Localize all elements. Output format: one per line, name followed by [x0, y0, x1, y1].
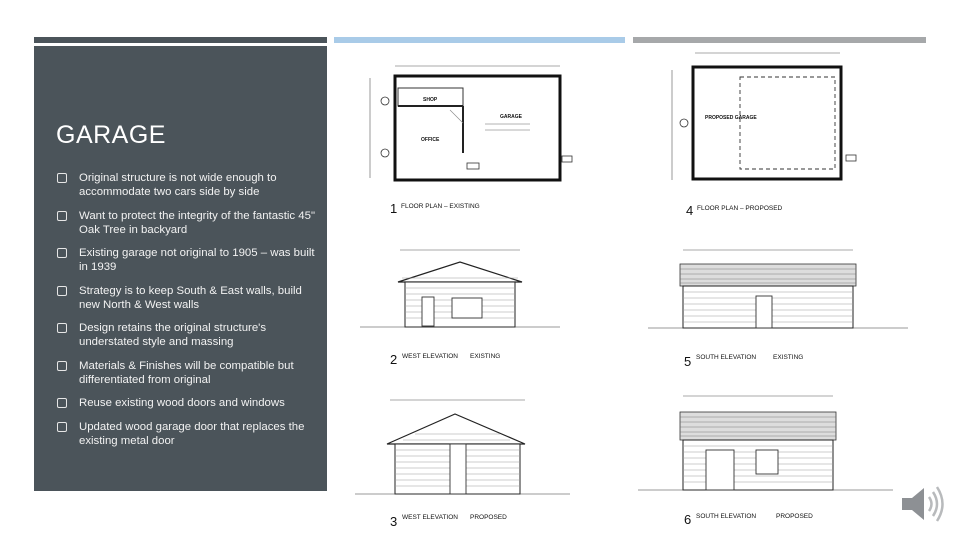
square-bullet-icon: [57, 361, 67, 371]
accent-bar-blue: [334, 37, 625, 43]
drawing-number: 2: [390, 352, 398, 367]
speaker-icon[interactable]: [898, 482, 948, 526]
square-bullet-icon: [57, 323, 67, 333]
floor-plan-existing-drawing: [355, 48, 595, 218]
room-label-office: OFFICE: [421, 137, 440, 143]
square-bullet-icon: [57, 211, 67, 221]
square-bullet-icon: [57, 398, 67, 408]
bullet-item: Existing garage not original to 1905 – was built in 1939: [52, 246, 322, 274]
square-bullet-icon: [57, 248, 67, 258]
south-elevation-proposed-drawing: [608, 388, 898, 528]
drawing-title: FLOOR PLAN – EXISTING: [401, 203, 480, 210]
bullet-list: [52, 171, 322, 457]
drawing-status: EXISTING: [470, 353, 501, 360]
text-panel: [34, 46, 327, 491]
bullet-item: Materials & Finishes will be compatible but differentiated from original: [52, 359, 322, 387]
drawing-status: PROPOSED: [470, 514, 507, 521]
drawing-title: FLOOR PLAN – PROPOSED: [697, 205, 783, 212]
bullet-item: Updated wood garage door that replaces the existing metal door: [52, 420, 322, 448]
room-label-shop: SHOP: [423, 97, 438, 103]
drawing-number: 5: [684, 354, 692, 367]
drawing-number: 4: [686, 203, 694, 218]
drawing-status: PROPOSED: [776, 513, 813, 520]
drawing-title: SOUTH ELEVATION: [696, 354, 757, 361]
bullet-item: Design retains the original structure's understated style and massing: [52, 321, 322, 349]
slide-title: GARAGE: [56, 121, 166, 149]
drawing-status: EXISTING: [773, 354, 804, 361]
drawing-title: WEST ELEVATION: [402, 353, 458, 360]
accent-bar-dark: [34, 37, 327, 43]
west-elevation-existing-drawing: [360, 242, 580, 367]
square-bullet-icon: [57, 173, 67, 183]
drawing-title: WEST ELEVATION: [402, 514, 458, 521]
drawing-number: 1: [390, 201, 398, 216]
square-bullet-icon: [57, 422, 67, 432]
bullet-item: Want to protect the integrity of the fantastic 45" Oak Tree in backyard: [52, 209, 322, 237]
bullet-item: Strategy is to keep South & East walls, build new North & West walls: [52, 284, 322, 312]
drawing-number: 6: [684, 512, 692, 527]
floor-plan-proposed-drawing: [660, 45, 860, 220]
accent-bar-gray: [633, 37, 926, 43]
west-elevation-proposed-drawing: [355, 392, 585, 530]
room-label-garage: GARAGE: [500, 114, 522, 120]
square-bullet-icon: [57, 286, 67, 296]
drawing-title: SOUTH ELEVATION: [696, 513, 757, 520]
bullet-item: Reuse existing wood doors and windows: [52, 396, 322, 410]
south-elevation-existing-drawing: [608, 242, 918, 367]
bullet-item: Original structure is not wide enough to accommodate two cars side by side: [52, 171, 322, 199]
drawing-number: 3: [390, 514, 398, 529]
room-label-proposed-garage: PROPOSED GARAGE: [705, 115, 757, 121]
